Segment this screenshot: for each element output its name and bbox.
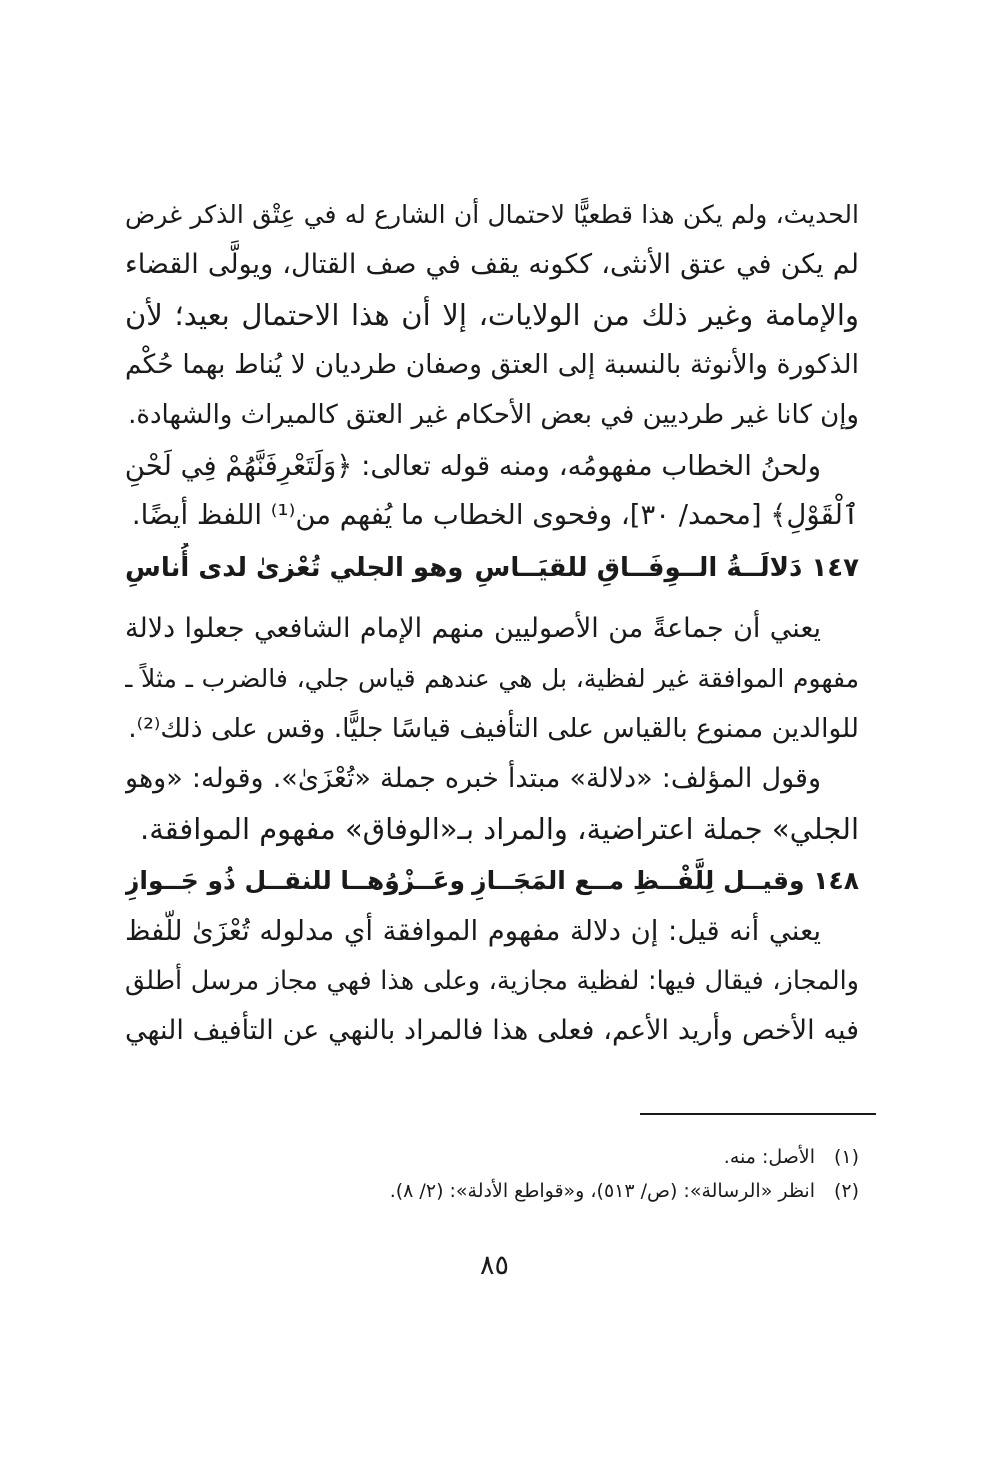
verse-148 (125, 856, 859, 906)
body-line: وإن كانا غير طرديين في بعض الأحكام غير العتق كالميراث والشهادة. (128, 400, 859, 430)
body-line: والمجاز، فيقال فيها: لفظية مجازية، وعلى هذا فهي مجاز مرسل أطلق (125, 966, 859, 996)
body-line: الجلي» جملة اعتراضية، والمراد بـ«الوفاق» مفهوم الموافقة. (140, 812, 859, 846)
verse-first-half-text: دَلالَــةُ الــوِفَــاقِ للقيَــاسِ (474, 553, 803, 583)
footnote-text: انظر «الرسالة»: (ص/ ٥١٣)، و«قواطع الأدلة»: (٢/ ٨). (389, 1180, 815, 1202)
verse-second-half: وهو الجلي تُعْزىٰ لدى أُناسِ (125, 553, 464, 583)
footnote-separator (640, 1113, 876, 1115)
verse-first-half-text: وقيــل لِلَّفْــظِ مــع المَجَــازِ (472, 866, 805, 895)
page-number: ٨٥ (479, 1250, 509, 1281)
body-line: الحديث، ولم يكن هذا قطعيًّا لاحتمال أن الشارع له في عِتْق الذكر غرض (125, 200, 859, 229)
verse-number: ١٤٧ (811, 553, 859, 583)
body-line: يعني أن جماعةً من الأصوليين منهم الإمام الشافعي جعلوا دلالة (125, 613, 821, 644)
body-line: للوالدين ممنوع بالقياس على التأفيف قياسًا جليًّا. وقس على ذلك⁽²⁾. (128, 713, 859, 744)
verse-first-half (475, 543, 859, 593)
body-line: مفهوم الموافقة غير لفظية، بل هي عندهم قياس جلي، فالضرب ـ مثلاً ـ (125, 664, 859, 693)
body-line: فيه الأخص وأريد الأعم، فعلى هذا فالمراد بالنهي عن التأفيف النهي (125, 1015, 859, 1046)
body-line: ولحنُ الخطاب مفهومُه، ومنه قوله تعالى: ﴿وَلَتَعْرِفَنَّهُمْ فِي لَحْنِ (125, 450, 821, 482)
footnote (125, 1140, 859, 1174)
body-line: لم يكن في عتق الأنثى، ككونه يقف في صف القتال، ويولَّى القضاء (125, 249, 859, 280)
verse-number: ١٤٨ (813, 866, 859, 895)
footnote-number: (١) (833, 1146, 859, 1168)
body-line: يعني أنه قيل: إن دلالة مفهوم الموافقة أي مدلوله تُعْزَىٰ للّفظ (125, 915, 821, 947)
footnote-number: (٢) (833, 1180, 859, 1202)
body-line: والإمامة وغير ذلك من الولايات، إلا أن هذا الاحتمال بعيد؛ لأن (125, 298, 859, 332)
body-line: وقول المؤلف: «دلالة» مبتدأ خبره جملة «تُعْزَىٰ». وقوله: «وهو (125, 763, 821, 794)
footnote-text: الأصل: منه. (723, 1146, 815, 1168)
verse-147 (125, 543, 859, 593)
body-line: ٱلْقَوْلِ﴾ [محمد/ ٣٠]، وفحوى الخطاب ما يُفهم من⁽¹⁾ اللفظ أيضًا. (131, 499, 859, 531)
footnote (125, 1174, 859, 1208)
body-line: الذكورة والأنوثة بالنسبة إلى العتق وصفان طرديان لا يُناط بهما حُكْم (125, 349, 859, 380)
verse-second-half: وعَــزْوُهــا للنقــل ذُو جَــوازِ (125, 866, 466, 895)
verse-first-half (472, 856, 859, 906)
